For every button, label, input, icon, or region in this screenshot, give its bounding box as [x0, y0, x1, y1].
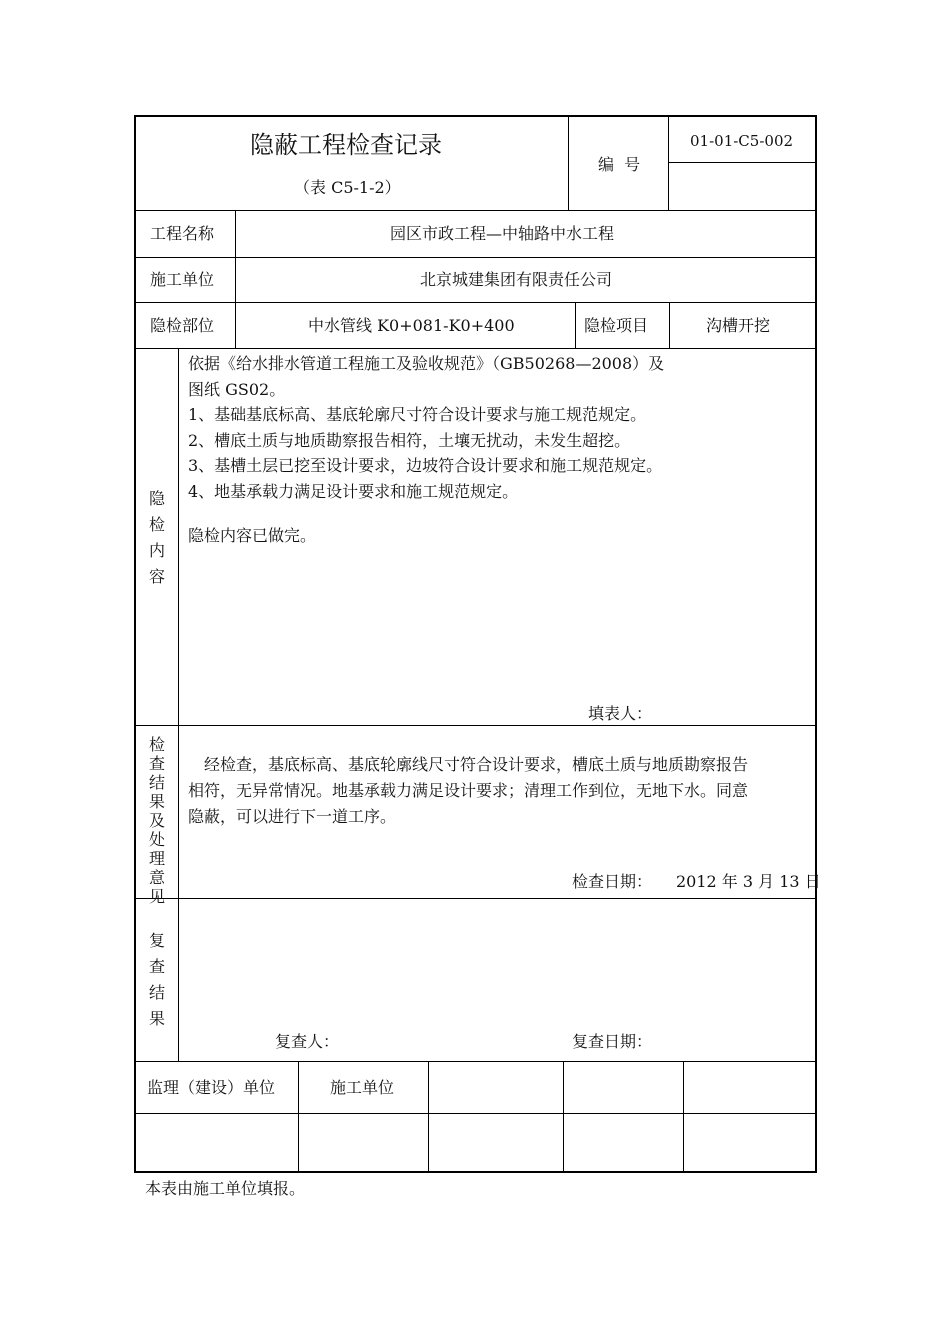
- divider: [134, 348, 817, 349]
- inspection-content-label: 隐检内容: [148, 489, 165, 586]
- divider: [428, 1061, 429, 1173]
- divider: [134, 1061, 817, 1062]
- divider: [669, 302, 670, 348]
- divider: [568, 115, 569, 210]
- content-line: 3、基槽土层已挖至设计要求，边坡符合设计要求和施工规范规定。: [188, 456, 663, 475]
- content-line: 2、槽底土质与地质勘察报告相符，土壤无扰动，未发生超挖。: [188, 430, 631, 450]
- result-line: 隐蔽，可以进行下一道工序。: [188, 807, 397, 826]
- content-line: 图纸 GS02。: [188, 379, 286, 399]
- result-line: 相符，无异常情况。地基承载力满足设计要求；清理工作到位，无地下水。同意: [188, 781, 749, 800]
- divider: [575, 302, 576, 348]
- reviewer-label: 复查人：: [275, 1032, 340, 1051]
- recheck-date-label: 复查日期：: [572, 1032, 653, 1051]
- divider: [134, 725, 817, 726]
- form-code: （表 C5-1-2）: [294, 178, 401, 197]
- project-name-label: 工程名称: [150, 224, 215, 243]
- contractor-value: 北京城建集团有限责任公司: [420, 270, 613, 289]
- content-line: [188, 402, 664, 428]
- divider: [134, 210, 817, 211]
- supervisor-label: 监理（建设）单位: [147, 1078, 276, 1097]
- divider: [178, 348, 179, 1061]
- content-line: 依据《给水排水管道工程施工及验收规范》（GB50268—2008）及: [188, 354, 665, 373]
- project-name-value: 园区市政工程—中轴路中水工程: [390, 224, 615, 243]
- number-value: 01-01-C5-002: [690, 132, 794, 150]
- divider: [668, 115, 669, 210]
- contractor-label: 施工单位: [150, 270, 215, 289]
- divider: [668, 162, 817, 163]
- inspection-content-text: [188, 351, 664, 504]
- check-result-text: [188, 752, 808, 830]
- item-value: 沟槽开挖: [706, 316, 771, 335]
- divider: [298, 1061, 299, 1173]
- check-date-value: 2012 年 3 月 13 日: [676, 872, 821, 891]
- divider: [235, 210, 236, 348]
- filler-label: 填表人：: [588, 704, 653, 723]
- form-title: 隐蔽工程检查记录: [250, 131, 442, 159]
- location-value: 中水管线 K0+081-K0+400: [308, 316, 515, 335]
- content-line: 4、地基承载力满足设计要求和施工规范规定。: [188, 481, 519, 501]
- divider: [134, 1113, 817, 1114]
- check-date-label: 检查日期：: [572, 872, 653, 891]
- divider: [134, 898, 817, 899]
- content-line-text: 1、基础基底标高、基底轮廓尺寸符合设计要求与施工规范规定。: [188, 405, 647, 424]
- divider: [563, 1061, 564, 1173]
- divider: [683, 1061, 684, 1173]
- divider: [134, 302, 817, 303]
- divider: [134, 257, 817, 258]
- number-label: 编 号: [598, 155, 641, 174]
- completion-note: 隐检内容已做完。: [188, 526, 317, 545]
- signature-contractor-label: 施工单位: [330, 1078, 395, 1097]
- recheck-label: 复查结果: [148, 931, 165, 1028]
- item-label: 隐检项目: [584, 316, 649, 335]
- check-result-label: 检查结果及处理意见: [148, 735, 165, 906]
- footer-note: 本表由施工单位填报。: [145, 1179, 306, 1198]
- location-label: 隐检部位: [150, 316, 215, 335]
- result-line: 经检查，基底标高、基底轮廓线尺寸符合设计要求，槽底土质与地质勘察报告: [204, 755, 749, 774]
